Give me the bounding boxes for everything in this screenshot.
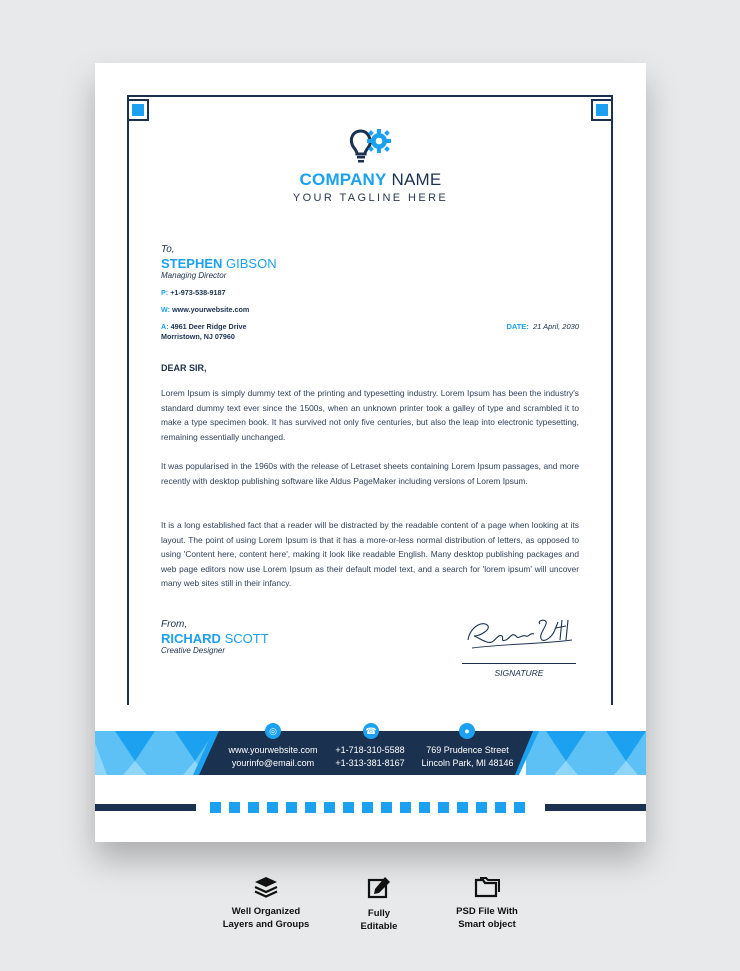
- sender-block: [161, 619, 269, 655]
- phone-icon: ☎: [363, 723, 379, 739]
- company-name: COMPANY NAME: [299, 170, 442, 189]
- edit-icon: [367, 876, 391, 900]
- footer-dot-strip: [95, 802, 646, 814]
- recipient-name: STEPHEN GIBSON: [161, 256, 277, 271]
- signature-area: [462, 614, 576, 678]
- recipient-address: A: 4961 Deer Ridge Drive Morristown, NJ 07960: [161, 322, 247, 341]
- handwritten-signature: [462, 614, 576, 654]
- feature-item: Well Organized Layers and Groups: [214, 876, 318, 931]
- footer-web-email: www.yourwebsite.com yourinfo@email.com: [228, 745, 318, 768]
- recipient-block: [161, 244, 277, 342]
- layers-icon: [254, 876, 278, 898]
- signature-label: SIGNATURE: [494, 668, 544, 678]
- greeting: DEAR SIR,: [161, 363, 207, 373]
- feature-item: PSD File With Smart object: [440, 876, 534, 931]
- location-pin-icon: ●: [459, 723, 475, 739]
- signature-line: [462, 663, 576, 664]
- body-paragraph: Lorem Ipsum is simply dummy text of the printing and typesetting industry. Lorem Ipsum has been the industry's standard dummy text ever since the 1500s, when an unknown printer took a galley of type and scrambled it to make a type specimen book. It has survived not only five centuries, but also the leap into electronic typesetting, remaining essentially unchanged.: [161, 388, 579, 442]
- recipient-phone: P: +1-973-538-9187: [161, 288, 226, 297]
- sender-name: RICHARD SCOTT: [161, 631, 269, 646]
- body-paragraph: It is a long established fact that a reader will be distracted by the readable content of a page when looking at its layout. The point of using Lorem Ipsum is that it has a more-or-less normal distribution of letters, as opposed to using 'Content here, content here', making it look like readable English. Many desktop publishing packages and web page editors now use Lorem Ipsum as their default model text, and a search for 'lorem ipsum' will uncover many web sites still in their infancy.: [161, 520, 579, 588]
- corner-square-right: [591, 99, 613, 121]
- bulb-gear-icon: [349, 128, 393, 166]
- recipient-web: W: www.yourwebsite.com: [161, 305, 250, 314]
- company-tagline: YOUR TAGLINE HERE: [292, 192, 449, 204]
- corner-square-left: [127, 99, 149, 121]
- letter-date: DATE: 21 April, 2030: [506, 322, 579, 331]
- from-label: From,: [161, 619, 188, 630]
- globe-icon: ◎: [265, 723, 281, 739]
- feature-item: Fully Editable: [340, 876, 418, 933]
- recipient-title: Managing Director: [161, 271, 227, 280]
- to-label: To,: [161, 244, 175, 255]
- letterhead-sheet: [95, 63, 646, 842]
- footer-address: 769 Prudence Street Lincoln Park, MI 48146: [421, 745, 514, 768]
- folder-icon: [474, 876, 500, 898]
- body-paragraph: It was popularised in the 1960s with the release of Letraset sheets containing Lorem Ipsum passages, and more recently with desktop publishing software like Aldus PageMaker including versions of Lorem Ipsum.: [161, 461, 579, 486]
- sender-title: Creative Designer: [161, 646, 226, 655]
- company-logo: [95, 128, 646, 204]
- footer-phones: +1-718-310-5588 +1-313-381-8167: [335, 745, 405, 768]
